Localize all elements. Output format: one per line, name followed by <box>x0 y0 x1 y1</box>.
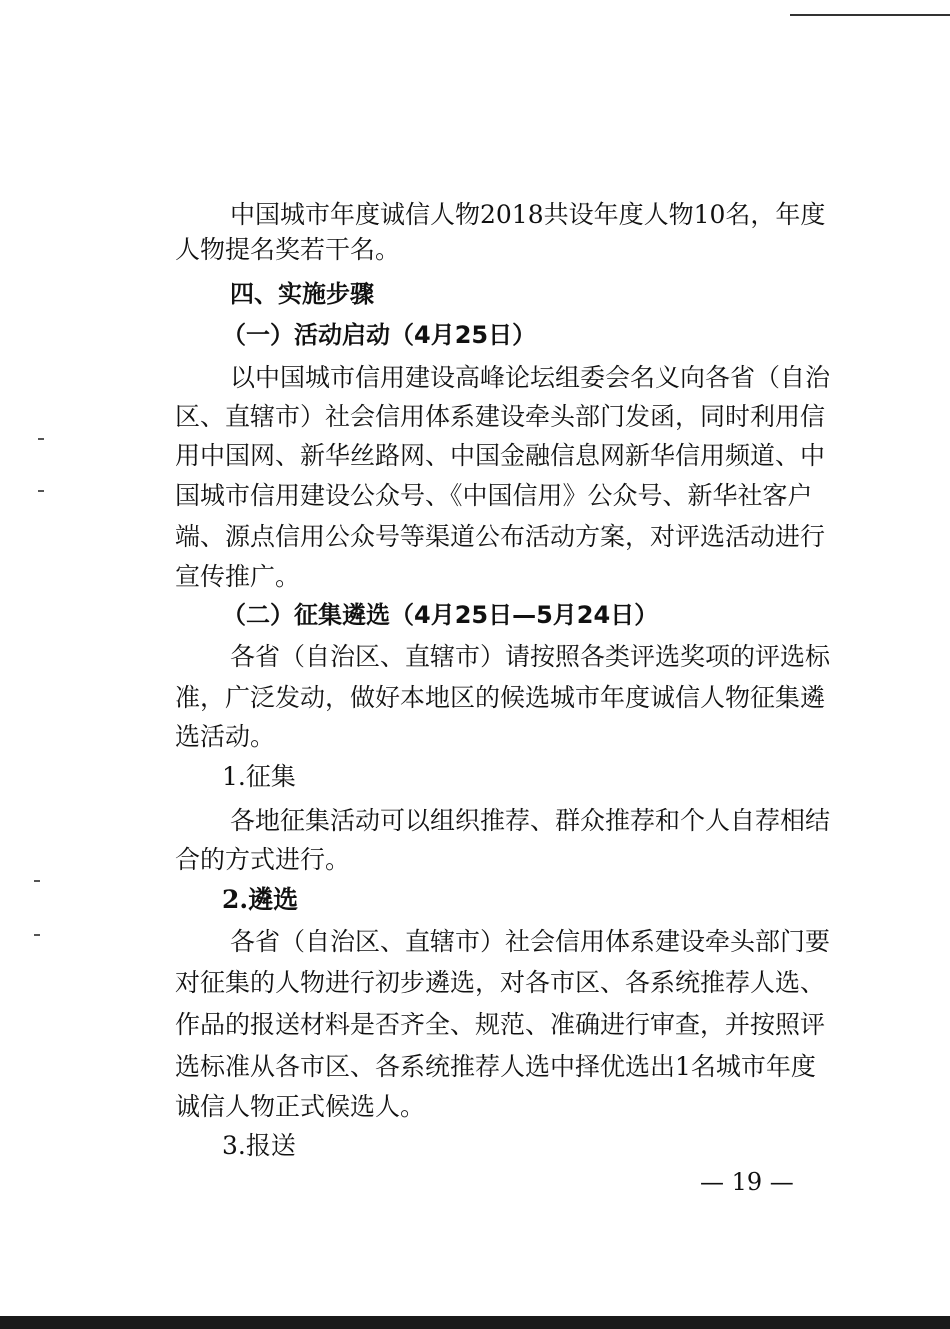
page-number: — 19 — <box>700 1168 794 1196</box>
step1-line-1: 以中国城市信用建设高峰论坛组委会名义向各省（自治 <box>230 363 831 392</box>
step1-title: （一）活动启动（4月25日） <box>222 321 537 349</box>
step2-title: （二）征集遴选（4月25日—5月24日） <box>222 601 659 629</box>
step1-line-3: 用中国网、新华丝路网、中国金融信息网新华信用频道、中 <box>175 441 826 470</box>
margin-mark <box>38 438 44 440</box>
sub2-line-2: 对征集的人物进行初步遴选，对各市区、各系统推荐人选、 <box>175 968 826 997</box>
margin-mark <box>38 490 44 492</box>
step2-line-1: 各省（自治区、直辖市）请按照各类评选奖项的评选标 <box>230 642 831 671</box>
sub1-line-1: 各地征集活动可以组织推荐、群众推荐和个人自荐相结 <box>230 806 831 835</box>
step2-line-2: 准，广泛发动，做好本地区的候选城市年度诚信人物征集遴 <box>175 683 826 712</box>
para1-line-2: 人物提名奖若干名。 <box>175 235 401 264</box>
step1-line-5: 端、源点信用公众号等渠道公布活动方案，对评选活动进行 <box>175 522 826 551</box>
sub1-line-2: 合的方式进行。 <box>175 845 351 874</box>
section-title: 四、实施步骤 <box>230 280 374 308</box>
step1-line-2: 区、直辖市）社会信用体系建设牵头部门发函，同时利用信 <box>175 402 826 431</box>
step1-line-4: 国城市信用建设公众号、《中国信用》公众号、新华社客户 <box>175 481 813 510</box>
sub2-line-5: 诚信人物正式候选人。 <box>175 1092 426 1121</box>
sub2-line-3: 作品的报送材料是否齐全、规范、准确进行审查，并按照评 <box>175 1010 826 1039</box>
step2-line-3: 选活动。 <box>175 722 276 751</box>
bottom-bar <box>0 1316 950 1329</box>
sub1-title: 1.征集 <box>222 762 296 791</box>
margin-mark <box>34 880 40 882</box>
para1-line-1: 中国城市年度诚信人物2018共设年度人物10名，年度 <box>230 200 826 229</box>
sub3-title: 3.报送 <box>222 1131 296 1160</box>
sub2-line-1: 各省（自治区、直辖市）社会信用体系建设牵头部门要 <box>230 927 831 956</box>
top-rule <box>790 14 950 16</box>
margin-mark <box>34 934 40 936</box>
sub2-line-4: 选标准从各市区、各系统推荐人选中择优选出1名城市年度 <box>175 1052 816 1081</box>
step1-line-6: 宣传推广。 <box>175 562 301 591</box>
sub2-title: 2.遴选 <box>222 885 299 914</box>
